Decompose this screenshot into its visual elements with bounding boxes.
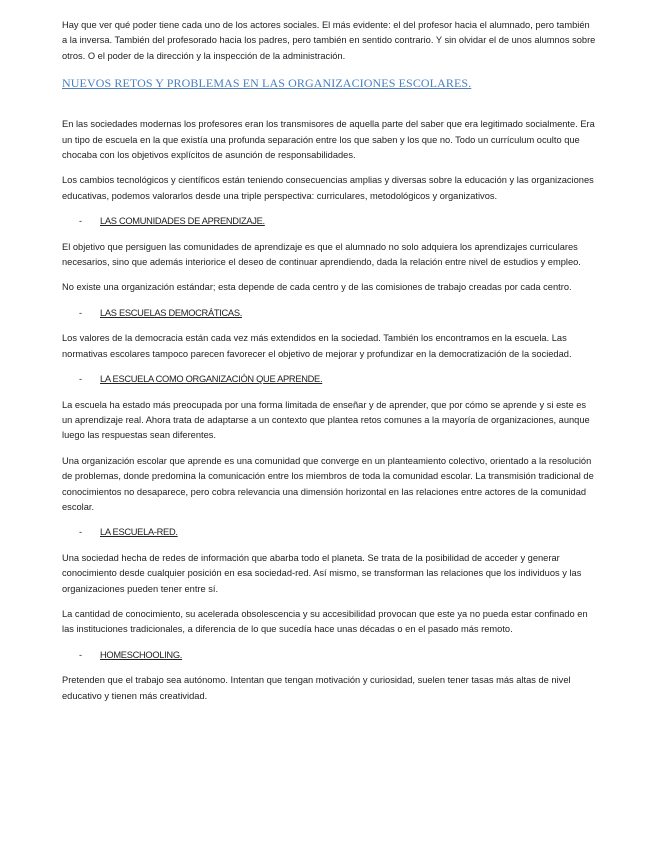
paragraph-aprende-2: Una organización escolar que aprende es una comunidad que converge en un planteamiento colectivo, orientado a la resolución de problemas, donde predomina la comunicación entre los miembros de toda la comunidad escolar. La transmisión tradicional de conocimientos no desaparece, pero cobra relevancia una dimensión horizontal en las relaciones entre actores de la comunidad escolar. (62, 455, 594, 512)
bullet-dash: - (79, 649, 83, 660)
intro-paragraph: Hay que ver qué poder tiene cada uno de los actores sociales. El más evidente: el del profesor hacia el alumnado, pero también a la inversa. También del profesorado hacia los padres, pero también en sentido contrario. Y sin olvidar el de unos alumnos sobre otros. O el poder de la dirección y la inspección de la administración. (62, 20, 596, 61)
bullet-dash: - (79, 527, 83, 538)
bullet-dash: - (79, 374, 83, 385)
section-heading: NUEVOS RETOS Y PROBLEMAS EN LAS ORGANIZACIONES ESCOLARES. (62, 76, 472, 91)
bullet-escuela-red (62, 525, 597, 540)
bullet-label: HOMESCHOOLING. (100, 649, 183, 660)
paragraph-aprende-1: La escuela ha estado más preocupada por una forma limitada de enseñar y de aprender, que por cómo se aprende y si este es un aprendizaje real. Ahora trata de adaptarse a un contexto que plantea retos comunes a la mayoría de organizaciones, aunque luego las respuestas sean diferentes. (62, 399, 590, 441)
bullet-organizacion-aprende (62, 372, 597, 387)
bullet-label: LAS ESCUELAS DEMOCRÁTICAS. (100, 307, 243, 318)
bullet-dash: - (79, 307, 83, 318)
bullet-label: LAS COMUNIDADES DE APRENDIZAJE. (100, 216, 265, 227)
bullet-homeschooling (62, 648, 597, 663)
paragraph-red-2: La cantidad de conocimiento, su acelerada obsolescencia y su accesibilidad provocan que este ya no pueda estar confinado en las instituciones tradicionales, a diferencia de lo que sucedía hace unas décadas o en el pasado más remoto. (62, 608, 588, 635)
bullet-democraticas (62, 306, 597, 321)
paragraph-comunidades-organization: No existe una organización estándar; esta depende de cada centro y de las comisiones de trabajo creadas por cada centro. (62, 282, 572, 293)
bullet-label: LA ESCUELA COMO ORGANIZACIÓN QUE APRENDE. (100, 374, 323, 385)
bullet-dash: - (79, 216, 83, 227)
paragraph-comunidades-objective: El objetivo que persiguen las comunidades de aprendizaje es que el alumnado no solo adquiera los aprendizajes curriculares necesarios, sino que además interiorice el deseo de continuar aprendiendo, dada la relación entre nivel de estudios y empleo. (62, 241, 581, 268)
bullet-label: LA ESCUELA-RED. (100, 527, 178, 538)
bullet-comunidades (62, 214, 597, 229)
paragraph-technological-changes: Los cambios tecnológicos y científicos están teniendo consecuencias amplias y diversas sobre la educación y las organizaciones educativas, podemos valorarlos desde una triple perspectiva: curriculares, metodológicos y organizativos. (62, 175, 594, 201)
paragraph-modern-societies: En las sociedades modernas los profesores eran los transmisores de aquella parte del saber que era legitimado socialmente. Era un tipo de escuela en la que existía una profunda separación entre los que saben y los que no. Todo un currículum oculto que chocaba con los objetivos explícitos de asunción de responsabilidades. (62, 119, 595, 161)
paragraph-homeschooling: Pretenden que el trabajo sea autónomo. Intentan que tengan motivación y curiosidad, suelen tener tasas más altas de nivel educativo y tienen más creatividad. (62, 675, 571, 701)
paragraph-red-1: Una sociedad hecha de redes de información que abarba todo el planeta. Se trata de la posibilidad de acceder y generar conocimiento desde cualquier posición en esa sociedad-red. Así mismo, se transforman las relaciones que los individuos y las organizaciones pueden tener entre sí. (62, 552, 582, 594)
paragraph-democraticas: Los valores de la democracia están cada vez más extendidos en la sociedad. También los encontramos en la escuela. Las normativas escolares tampoco parecen favorecer el objetivo de mejorar y profundizar en la democratización de la sociedad. (62, 333, 572, 359)
